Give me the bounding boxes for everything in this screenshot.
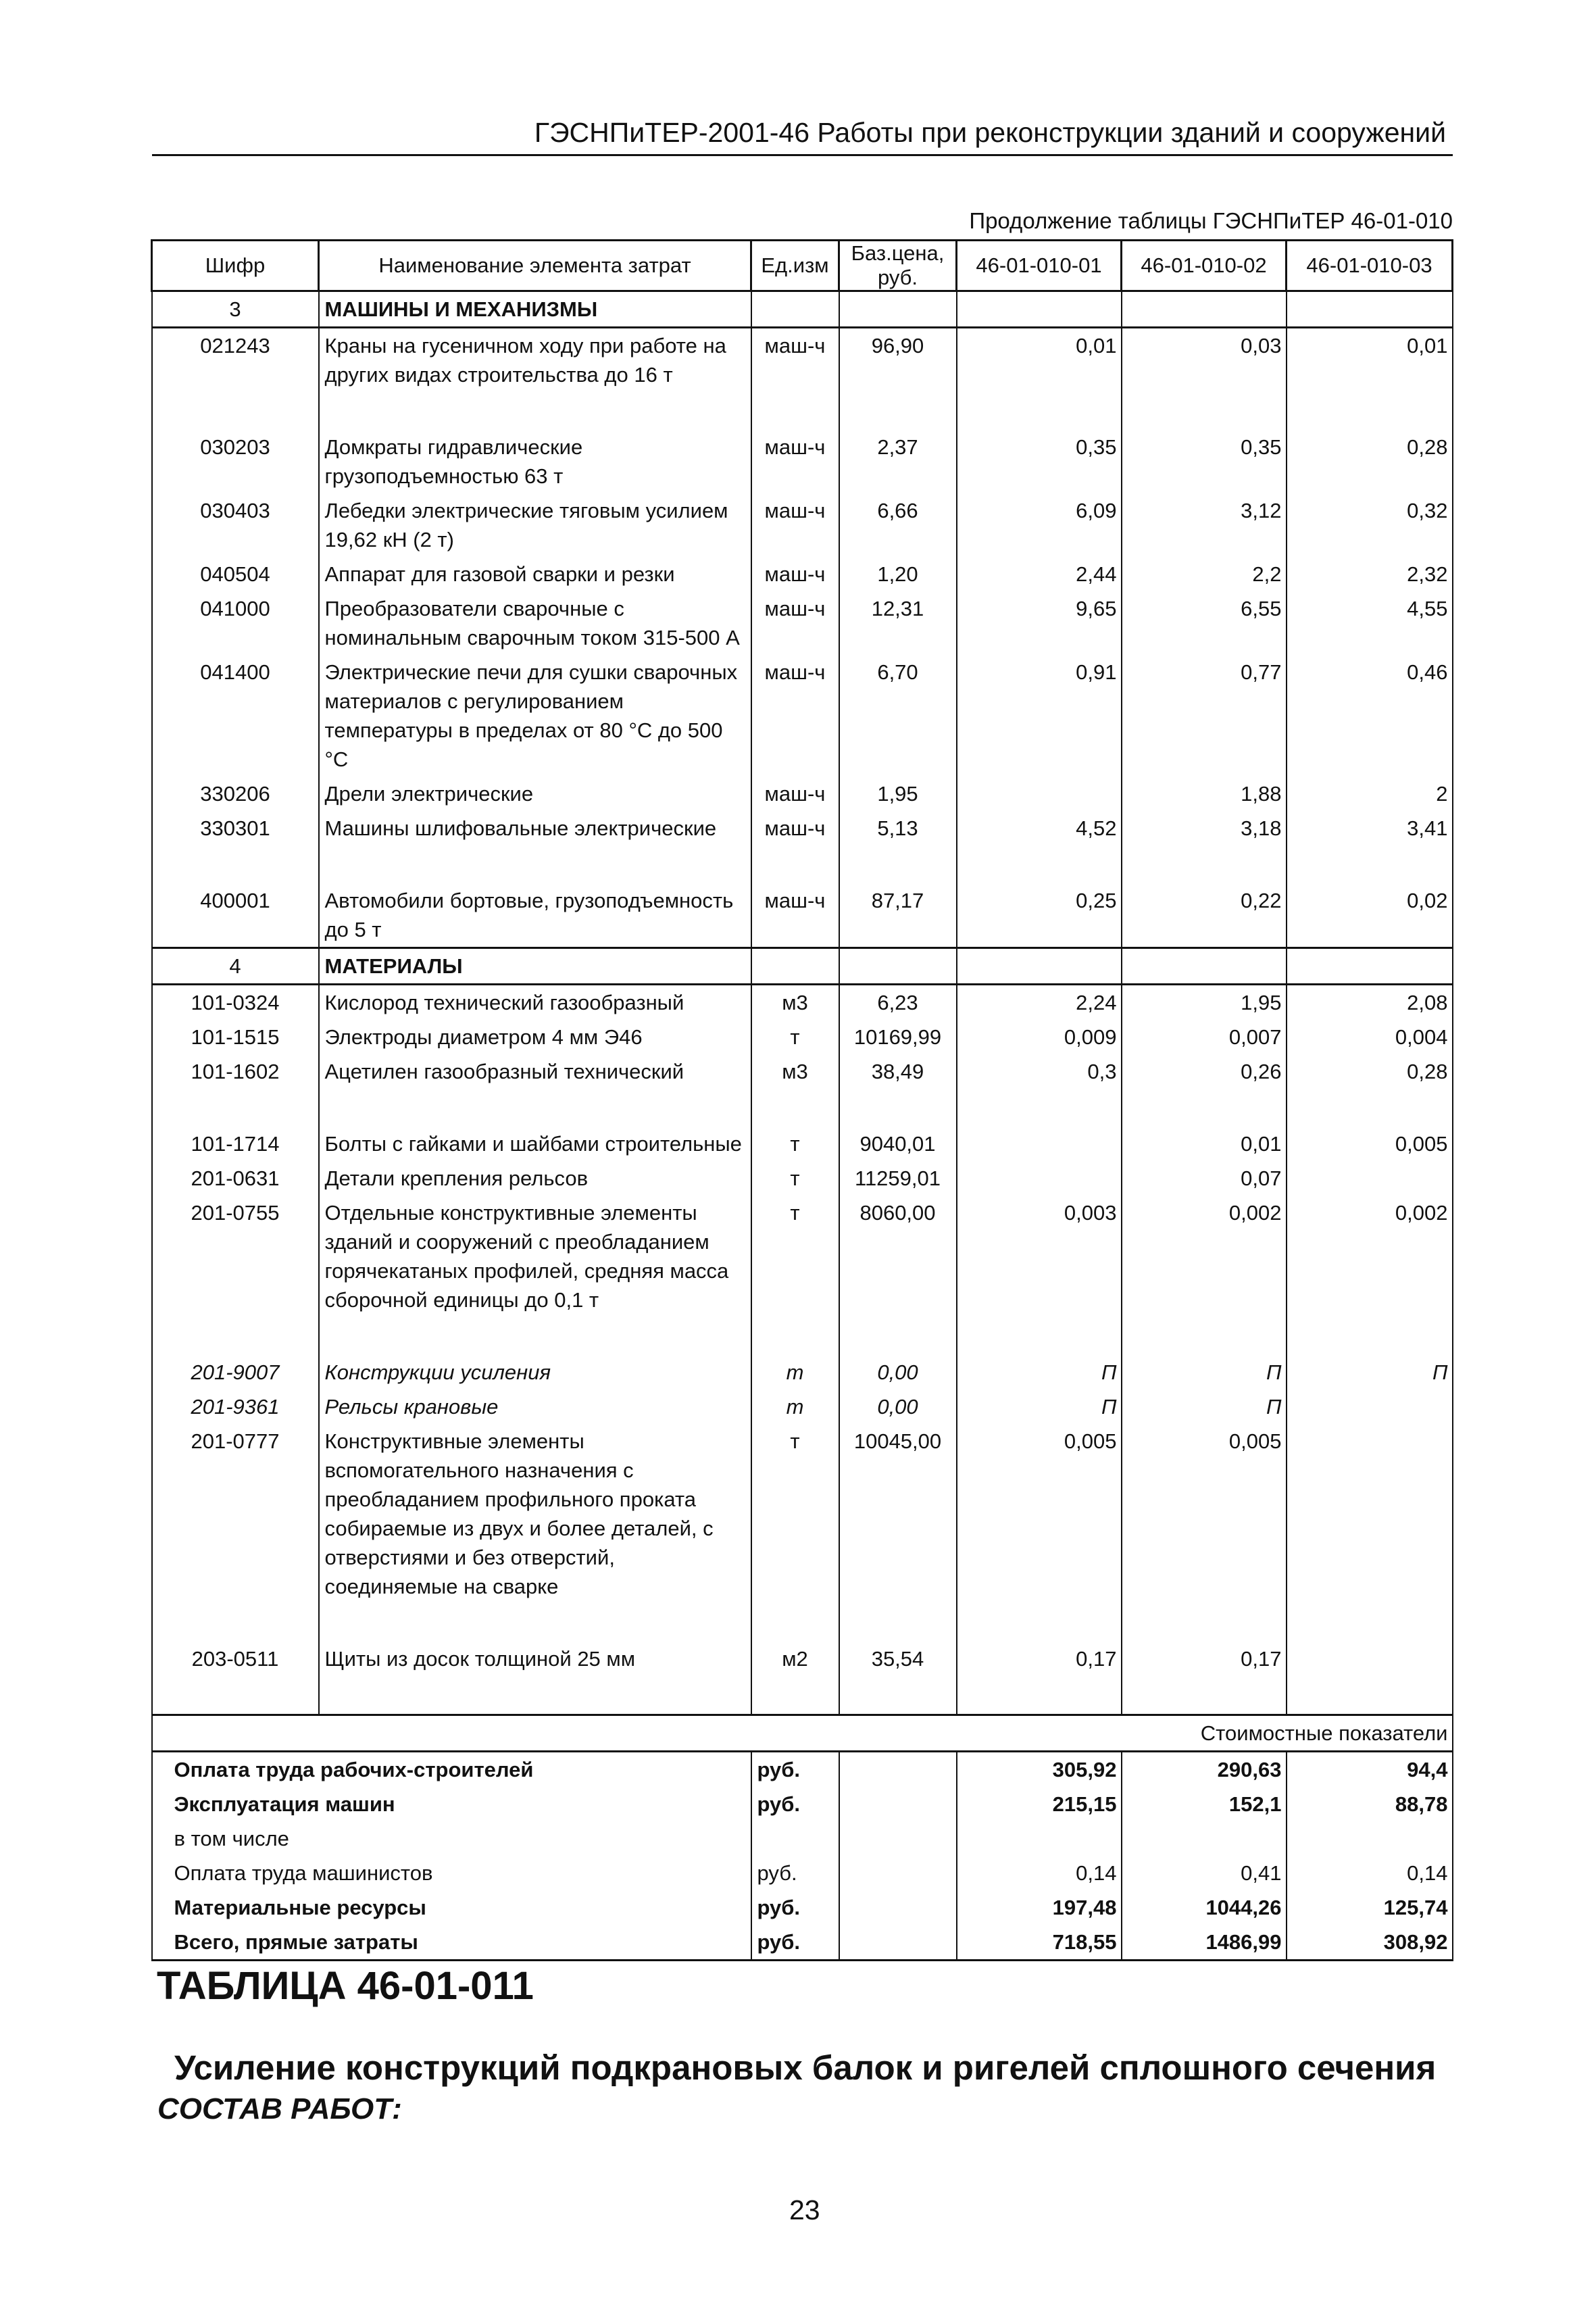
summary-value-2: 1486,99 <box>1122 1925 1287 1961</box>
resource-name: Болты с гайками и шайбами строительные <box>319 1127 751 1161</box>
resource-code: 021243 <box>152 328 319 393</box>
empty-cell <box>1122 948 1287 985</box>
empty-cell <box>152 1604 319 1642</box>
empty-cell <box>957 1317 1122 1355</box>
summary-value-3: 88,78 <box>1287 1787 1453 1821</box>
resource-name: Кислород технический газообразный <box>319 985 751 1020</box>
empty-cell <box>1287 1604 1453 1642</box>
value-46-01-010-03 <box>1287 1424 1453 1604</box>
resource-code: 201-9361 <box>152 1389 319 1424</box>
value-46-01-010-03: 3,41 <box>1287 811 1453 845</box>
resource-name: Электрические печи для сушки сварочных материалов с регулированием температуры в пределах от 80 °С до 500 °С <box>319 655 751 777</box>
section-number: 3 <box>152 291 319 328</box>
spacer-row <box>152 392 1453 430</box>
empty-cell <box>839 291 957 328</box>
summary-unit: руб. <box>751 1890 839 1925</box>
empty-cell <box>839 1890 957 1925</box>
value-46-01-010-01: 0,005 <box>957 1424 1122 1604</box>
base-price: 38,49 <box>839 1054 957 1089</box>
value-46-01-010-02: 0,22 <box>1122 883 1287 948</box>
value-46-01-010-01: 0,003 <box>957 1196 1122 1317</box>
value-46-01-010-01: 0,009 <box>957 1020 1122 1054</box>
summary-row <box>152 1856 1453 1890</box>
resource-name: Домкраты гидравлические грузоподъемностью 63 т <box>319 430 751 493</box>
empty-cell <box>1122 1317 1287 1355</box>
summary-value-1: 305,92 <box>957 1752 1122 1788</box>
resource-code: 101-1602 <box>152 1054 319 1089</box>
value-46-01-010-02: 0,01 <box>1122 1127 1287 1161</box>
empty-cell <box>839 1925 957 1961</box>
resource-name: Краны на гусеничном ходу при работе на других видах строительства до 16 т <box>319 328 751 393</box>
value-46-01-010-02: 2,2 <box>1122 557 1287 591</box>
value-46-01-010-02: 0,26 <box>1122 1054 1287 1089</box>
resource-unit: м2 <box>751 1642 839 1676</box>
summary-name: Материальные ресурсы <box>152 1890 751 1925</box>
table-header-row <box>152 241 1453 291</box>
empty-cell <box>1287 845 1453 883</box>
resource-name: Машины шлифовальные электрические <box>319 811 751 845</box>
spacer-row <box>152 1604 1453 1642</box>
value-46-01-010-02: 3,18 <box>1122 811 1287 845</box>
summary-value-2: 0,41 <box>1122 1856 1287 1890</box>
resource-code: 201-0631 <box>152 1161 319 1196</box>
cost-header: Стоимостные показатели <box>152 1715 1453 1752</box>
empty-cell <box>152 1317 319 1355</box>
value-46-01-010-02: 0,03 <box>1122 328 1287 393</box>
table-row <box>152 1424 1453 1604</box>
summary-value-3: 0,14 <box>1287 1856 1453 1890</box>
value-46-01-010-01: 0,25 <box>957 883 1122 948</box>
value-46-01-010-02: 1,95 <box>1122 985 1287 1020</box>
resource-unit: т <box>751 1424 839 1604</box>
table-row <box>152 1196 1453 1317</box>
table-row <box>152 591 1453 655</box>
base-price: 5,13 <box>839 811 957 845</box>
section-row <box>152 948 1453 985</box>
base-price: 12,31 <box>839 591 957 655</box>
empty-cell <box>1122 1089 1287 1127</box>
base-price: 8060,00 <box>839 1196 957 1317</box>
table-row <box>152 1054 1453 1089</box>
resource-unit: маш-ч <box>751 493 839 557</box>
value-46-01-010-01: 0,91 <box>957 655 1122 777</box>
empty-cell <box>751 845 839 883</box>
resource-unit: т <box>751 1196 839 1317</box>
table-row <box>152 328 1453 393</box>
value-46-01-010-01 <box>957 1127 1122 1161</box>
empty-cell <box>751 1317 839 1355</box>
empty-cell <box>751 1089 839 1127</box>
table-row <box>152 1355 1453 1389</box>
section-title: МАШИНЫ И МЕХАНИЗМЫ <box>319 291 751 328</box>
resource-unit: маш-ч <box>751 430 839 493</box>
summary-unit: руб. <box>751 1925 839 1961</box>
value-46-01-010-03: 2 <box>1287 777 1453 811</box>
value-46-01-010-03: 0,01 <box>1287 328 1453 393</box>
resource-code: 201-0755 <box>152 1196 319 1317</box>
resource-unit: маш-ч <box>751 328 839 393</box>
table-row <box>152 493 1453 557</box>
value-46-01-010-01: 9,65 <box>957 591 1122 655</box>
empty-cell <box>839 1089 957 1127</box>
summary-name: в том числе <box>152 1821 751 1856</box>
resource-name: Электроды диаметром 4 мм Э46 <box>319 1020 751 1054</box>
resource-name: Детали крепления рельсов <box>319 1161 751 1196</box>
resource-name: Ацетилен газообразный технический <box>319 1054 751 1089</box>
resource-code: 030403 <box>152 493 319 557</box>
empty-cell <box>1122 1604 1287 1642</box>
resource-name: Конструкции усиления <box>319 1355 751 1389</box>
value-46-01-010-03: 0,46 <box>1287 655 1453 777</box>
base-price: 1,20 <box>839 557 957 591</box>
resource-code: 330301 <box>152 811 319 845</box>
resource-code: 330206 <box>152 777 319 811</box>
empty-cell <box>957 291 1122 328</box>
table-row <box>152 777 1453 811</box>
resource-unit: маш-ч <box>751 777 839 811</box>
empty-cell <box>1122 392 1287 430</box>
resource-code: 400001 <box>152 883 319 948</box>
empty-cell <box>839 1604 957 1642</box>
resource-name: Рельсы крановые <box>319 1389 751 1424</box>
table-row <box>152 1161 1453 1196</box>
empty-cell <box>1287 1089 1453 1127</box>
base-price: 0,00 <box>839 1389 957 1424</box>
base-price: 11259,01 <box>839 1161 957 1196</box>
resource-unit: м3 <box>751 985 839 1020</box>
resource-unit: т <box>751 1127 839 1161</box>
value-46-01-010-02: 0,002 <box>1122 1196 1287 1317</box>
page-header <box>152 114 1453 156</box>
spacer-row <box>152 1089 1453 1127</box>
base-price: 6,23 <box>839 985 957 1020</box>
empty-cell <box>751 1676 839 1715</box>
empty-cell <box>839 1676 957 1715</box>
value-46-01-010-01: 6,09 <box>957 493 1122 557</box>
empty-cell <box>1287 392 1453 430</box>
value-46-01-010-03: 2,08 <box>1287 985 1453 1020</box>
resource-code: 041000 <box>152 591 319 655</box>
resource-code: 040504 <box>152 557 319 591</box>
resource-code: 203-0511 <box>152 1642 319 1676</box>
summary-name: Эксплуатация машин <box>152 1787 751 1821</box>
next-table-title: ТАБЛИЦА 46-01-011 <box>157 1964 534 2008</box>
value-46-01-010-02: 0,005 <box>1122 1424 1287 1604</box>
page-number: 23 <box>789 2194 820 2225</box>
table-row <box>152 985 1453 1020</box>
value-46-01-010-03: 4,55 <box>1287 591 1453 655</box>
value-46-01-010-01: П <box>957 1355 1122 1389</box>
summary-row <box>152 1925 1453 1961</box>
empty-cell <box>957 845 1122 883</box>
empty-cell <box>839 1821 957 1856</box>
summary-row <box>152 1821 1453 1856</box>
summary-value-3: 94,4 <box>1287 1752 1453 1788</box>
empty-cell <box>957 1089 1122 1127</box>
empty-cell <box>751 948 839 985</box>
value-46-01-010-01: П <box>957 1389 1122 1424</box>
value-46-01-010-03: 2,32 <box>1287 557 1453 591</box>
table-row <box>152 1127 1453 1161</box>
value-46-01-010-02: 1,88 <box>1122 777 1287 811</box>
value-46-01-010-01: 4,52 <box>957 811 1122 845</box>
summary-unit <box>751 1821 839 1856</box>
resource-name: Лебедки электрические тяговым усилием 19,62 кН (2 т) <box>319 493 751 557</box>
empty-cell <box>152 1089 319 1127</box>
summary-name: Оплата труда машинистов <box>152 1856 751 1890</box>
resource-unit: маш-ч <box>751 811 839 845</box>
table-row <box>152 1020 1453 1054</box>
table-row <box>152 557 1453 591</box>
summary-row <box>152 1787 1453 1821</box>
value-46-01-010-02: 0,17 <box>1122 1642 1287 1676</box>
resource-name: Автомобили бортовые, грузоподъемность до 5 т <box>319 883 751 948</box>
empty-cell <box>957 1604 1122 1642</box>
value-46-01-010-02: П <box>1122 1355 1287 1389</box>
empty-cell <box>751 1604 839 1642</box>
resource-name: Отдельные конструктивные элементы зданий и сооружений с преобладанием горячекатаных профилей, средняя масса сборочной единицы до 0,1 т <box>319 1196 751 1317</box>
empty-cell <box>319 1676 751 1715</box>
base-price: 10045,00 <box>839 1424 957 1604</box>
resource-code: 101-1515 <box>152 1020 319 1054</box>
empty-cell <box>957 392 1122 430</box>
summary-name: Оплата труда рабочих-строителей <box>152 1752 751 1788</box>
value-46-01-010-01: 0,3 <box>957 1054 1122 1089</box>
empty-cell <box>957 1676 1122 1715</box>
resource-unit: маш-ч <box>751 557 839 591</box>
value-46-01-010-01: 0,17 <box>957 1642 1122 1676</box>
summary-unit: руб. <box>751 1752 839 1788</box>
summary-value-1: 0,14 <box>957 1856 1122 1890</box>
summary-value-3: 125,74 <box>1287 1890 1453 1925</box>
table-row <box>152 655 1453 777</box>
resource-unit: т <box>751 1161 839 1196</box>
value-46-01-010-01: 2,44 <box>957 557 1122 591</box>
value-46-01-010-03: 0,28 <box>1287 1054 1453 1089</box>
resource-unit: т <box>751 1020 839 1054</box>
empty-cell <box>152 845 319 883</box>
value-46-01-010-01: 0,35 <box>957 430 1122 493</box>
empty-cell <box>839 845 957 883</box>
table-row <box>152 883 1453 948</box>
resource-name: Щиты из досок толщиной 25 мм <box>319 1642 751 1676</box>
value-46-01-010-02: 0,007 <box>1122 1020 1287 1054</box>
document-title: ГЭСНПиТЕР-2001-46 Работы при реконструкции зданий и сооружений <box>534 117 1446 148</box>
value-46-01-010-02: 0,07 <box>1122 1161 1287 1196</box>
empty-cell <box>1122 845 1287 883</box>
empty-cell <box>839 1787 957 1821</box>
empty-cell <box>1287 948 1453 985</box>
spacer-row <box>152 1317 1453 1355</box>
empty-cell <box>839 1856 957 1890</box>
col-header-price: Баз.цена, руб. <box>839 241 957 291</box>
value-46-01-010-02: 6,55 <box>1122 591 1287 655</box>
value-46-01-010-03: 0,32 <box>1287 493 1453 557</box>
value-46-01-010-02: 0,35 <box>1122 430 1287 493</box>
value-46-01-010-03: 0,02 <box>1287 883 1453 948</box>
summary-unit: руб. <box>751 1787 839 1821</box>
empty-cell <box>319 1089 751 1127</box>
value-46-01-010-03 <box>1287 1642 1453 1676</box>
table-row <box>152 1642 1453 1676</box>
base-price: 9040,01 <box>839 1127 957 1161</box>
spacer-row <box>152 845 1453 883</box>
resource-code: 030203 <box>152 430 319 493</box>
resource-code: 201-0777 <box>152 1424 319 1604</box>
resource-code: 201-9007 <box>152 1355 319 1389</box>
cost-header-row <box>152 1715 1453 1752</box>
col-header-v2: 46-01-010-02 <box>1122 241 1287 291</box>
value-46-01-010-02: 3,12 <box>1122 493 1287 557</box>
value-46-01-010-03: 0,002 <box>1287 1196 1453 1317</box>
value-46-01-010-02: 0,77 <box>1122 655 1287 777</box>
value-46-01-010-03: 0,004 <box>1287 1020 1453 1054</box>
empty-cell <box>319 392 751 430</box>
base-price: 1,95 <box>839 777 957 811</box>
empty-cell <box>152 1676 319 1715</box>
resource-unit: м3 <box>751 1054 839 1089</box>
base-price: 6,70 <box>839 655 957 777</box>
resource-code: 101-1714 <box>152 1127 319 1161</box>
empty-cell <box>152 392 319 430</box>
empty-cell <box>957 948 1122 985</box>
value-46-01-010-03 <box>1287 1161 1453 1196</box>
summary-value-1 <box>957 1821 1122 1856</box>
resource-name: Преобразователи сварочные с номинальным сварочным током 315-500 А <box>319 591 751 655</box>
summary-value-2: 1044,26 <box>1122 1890 1287 1925</box>
resource-table <box>151 239 1453 1961</box>
col-header-name: Наименование элемента затрат <box>319 241 751 291</box>
table-continuation-label: Продолжение таблицы ГЭСНПиТЕР 46-01-010 <box>969 208 1453 233</box>
summary-value-1: 718,55 <box>957 1925 1122 1961</box>
summary-name: Всего, прямые затраты <box>152 1925 751 1961</box>
summary-value-1: 197,48 <box>957 1890 1122 1925</box>
base-price: 96,90 <box>839 328 957 393</box>
base-price: 35,54 <box>839 1642 957 1676</box>
empty-cell <box>751 291 839 328</box>
resource-name: Аппарат для газовой сварки и резки <box>319 557 751 591</box>
base-price: 0,00 <box>839 1355 957 1389</box>
empty-cell <box>1122 1676 1287 1715</box>
empty-cell <box>839 1752 957 1788</box>
value-46-01-010-01: 0,01 <box>957 328 1122 393</box>
table-row <box>152 811 1453 845</box>
empty-cell <box>839 392 957 430</box>
summary-value-3 <box>1287 1821 1453 1856</box>
value-46-01-010-03: 0,005 <box>1287 1127 1453 1161</box>
resource-unit: т <box>751 1389 839 1424</box>
empty-cell <box>1287 1676 1453 1715</box>
empty-cell <box>319 1604 751 1642</box>
section-row <box>152 291 1453 328</box>
col-header-unit: Ед.изм <box>751 241 839 291</box>
resource-name: Дрели электрические <box>319 777 751 811</box>
empty-cell <box>839 1317 957 1355</box>
col-header-v1: 46-01-010-01 <box>957 241 1122 291</box>
resource-unit: маш-ч <box>751 883 839 948</box>
empty-cell <box>1287 1317 1453 1355</box>
empty-cell <box>839 948 957 985</box>
work-composition-title: СОСТАВ РАБОТ: <box>157 2092 402 2125</box>
next-table-subtitle: Усиление конструкций подкрановых балок и ригелей сплошного сечения <box>174 2048 1437 2087</box>
base-price: 87,17 <box>839 883 957 948</box>
value-46-01-010-03 <box>1287 1389 1453 1424</box>
empty-cell <box>319 845 751 883</box>
base-price: 2,37 <box>839 430 957 493</box>
value-46-01-010-03: 0,28 <box>1287 430 1453 493</box>
summary-value-2 <box>1122 1821 1287 1856</box>
resource-code: 101-0324 <box>152 985 319 1020</box>
summary-unit: руб. <box>751 1856 839 1890</box>
base-price: 10169,99 <box>839 1020 957 1054</box>
summary-value-2: 152,1 <box>1122 1787 1287 1821</box>
summary-value-3: 308,92 <box>1287 1925 1453 1961</box>
value-46-01-010-01 <box>957 1161 1122 1196</box>
resource-unit: маш-ч <box>751 655 839 777</box>
section-number: 4 <box>152 948 319 985</box>
value-46-01-010-01 <box>957 777 1122 811</box>
resource-name: Конструктивные элементы вспомогательного назначения с преобладанием профильного проката собираемые из двух и более деталей, с отверстиями и без отверстий, соединяемые на сварке <box>319 1424 751 1604</box>
empty-cell <box>1287 291 1453 328</box>
value-46-01-010-03: П <box>1287 1355 1453 1389</box>
resource-unit: маш-ч <box>751 591 839 655</box>
summary-value-1: 215,15 <box>957 1787 1122 1821</box>
summary-row <box>152 1752 1453 1788</box>
empty-cell <box>319 1317 751 1355</box>
summary-row <box>152 1890 1453 1925</box>
section-title: МАТЕРИАЛЫ <box>319 948 751 985</box>
resource-code: 041400 <box>152 655 319 777</box>
table-row <box>152 430 1453 493</box>
col-header-code: Шифр <box>152 241 319 291</box>
value-46-01-010-01: 2,24 <box>957 985 1122 1020</box>
resource-unit: т <box>751 1355 839 1389</box>
base-price: 6,66 <box>839 493 957 557</box>
value-46-01-010-02: П <box>1122 1389 1287 1424</box>
spacer-row <box>152 1676 1453 1715</box>
table-row <box>152 1389 1453 1424</box>
empty-cell <box>1122 291 1287 328</box>
col-header-v3: 46-01-010-03 <box>1287 241 1453 291</box>
summary-value-2: 290,63 <box>1122 1752 1287 1788</box>
empty-cell <box>751 392 839 430</box>
